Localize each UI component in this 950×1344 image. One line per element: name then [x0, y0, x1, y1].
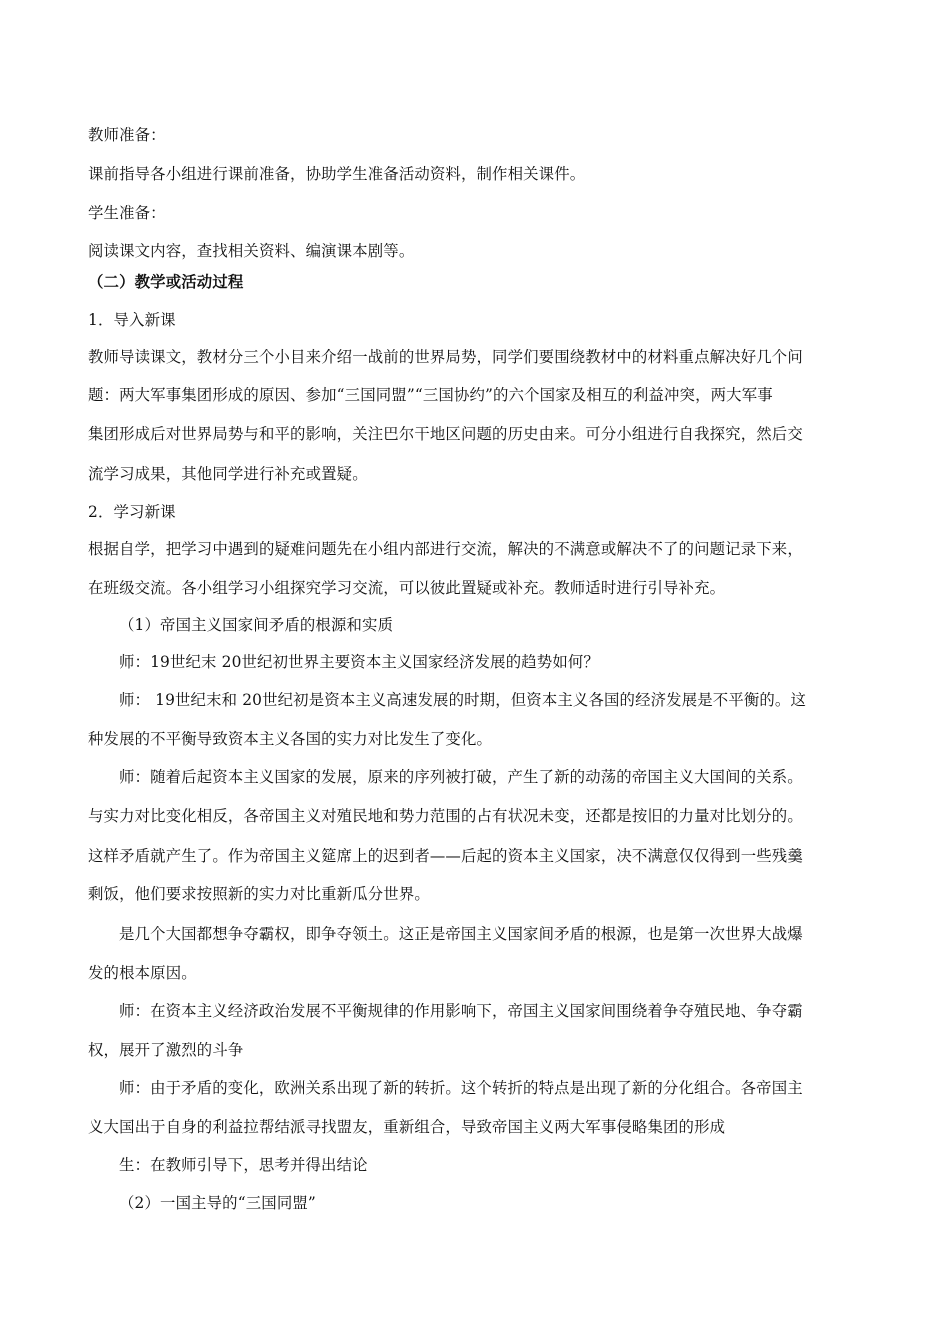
- paragraph-line: 发的根本原因。: [88, 964, 197, 982]
- paragraph-line: 课前指导各小组进行课前准备，协助学生准备活动资料，制作相关课件。: [88, 165, 586, 183]
- paragraph-line: 剩饭，他们要求按照新的实力对比重新瓜分世界。: [88, 885, 430, 903]
- paragraph-line: 种发展的不平衡导致资本主义各国的实力对比发生了变化。: [88, 730, 493, 748]
- dialogue-line: 生：在教师引导下，思考并得出结论: [119, 1156, 368, 1174]
- topic-heading: （2）一国主导的“三国同盟”: [119, 1194, 316, 1212]
- dialogue-line: 师：由于矛盾的变化，欧洲关系出现了新的转折。这个转折的特点是出现了新的分化组合。各帝国主: [119, 1079, 803, 1097]
- paragraph-line: 根据自学，把学习中遇到的疑难问题先在小组内部进行交流，解决的不满意或解决不了的问题记录下来，: [88, 540, 803, 558]
- paragraph-line: 与实力对比变化相反，各帝国主义对殖民地和势力范围的占有状况未变，还都是按旧的力量对比划分的。: [88, 807, 803, 825]
- paragraph-line: 是几个大国都想争夺霸权，即争夺领土。这正是帝国主义国家间矛盾的根源，也是第一次世界大战爆: [119, 925, 803, 943]
- paragraph-line: 阅读课文内容，查找相关资料、编演课本剧等。: [88, 242, 415, 260]
- paragraph-line: 题：两大军事集团形成的原因、参加“三国同盟”“三国协约”的六个国家及相互的利益冲突，两大军事: [88, 386, 773, 404]
- heading-student-prep: 学生准备：: [88, 204, 166, 222]
- dialogue-line: 师： 19世纪末和 20世纪初是资本主义高速发展的时期，但资本主义各国的经济发展是不平衡的。这: [119, 691, 807, 709]
- paragraph-line: 权，展开了激烈的斗争: [88, 1041, 244, 1059]
- topic-heading: （1）帝国主义国家间矛盾的根源和实质: [119, 616, 394, 634]
- paragraph-line: 这样矛盾就产生了。作为帝国主义筵席上的迟到者——后起的资本主义国家，决不满意仅仅得到一些残羹: [88, 847, 803, 865]
- subsection-heading: 2．学习新课: [88, 503, 176, 521]
- paragraph-line: 在班级交流。各小组学习小组探究学习交流，可以彼此置疑或补充。教师适时进行引导补充。: [88, 579, 726, 597]
- subsection-heading: 1．导入新课: [88, 311, 176, 329]
- paragraph-line: 教师导读课文，教材分三个小目来介绍一战前的世界局势，同学们要围绕教材中的材料重点解决好几个问: [88, 348, 803, 366]
- dialogue-line: 师：在资本主义经济政治发展不平衡规律的作用影响下，帝国主义国家间围绕着争夺殖民地、争夺霸: [119, 1002, 803, 1020]
- heading-teacher-prep: 教师准备：: [88, 126, 166, 144]
- dialogue-line: 师：随着后起资本主义国家的发展，原来的序列被打破，产生了新的动荡的帝国主义大国间的关系。: [119, 768, 803, 786]
- paragraph-line: 流学习成果，其他同学进行补充或置疑。: [88, 465, 368, 483]
- paragraph-line: 集团形成后对世界局势与和平的影响，关注巴尔干地区问题的历史由来。可分小组进行自我探究，然后交: [88, 425, 803, 443]
- paragraph-line: 义大国出于自身的利益拉帮结派寻找盟友，重新组合，导致帝国主义两大军事侵略集团的形成: [88, 1118, 726, 1136]
- dialogue-line: 师：19世纪末 20世纪初世界主要资本主义国家经济发展的趋势如何？: [119, 653, 599, 671]
- section-heading: （二）教学或活动过程: [88, 273, 244, 291]
